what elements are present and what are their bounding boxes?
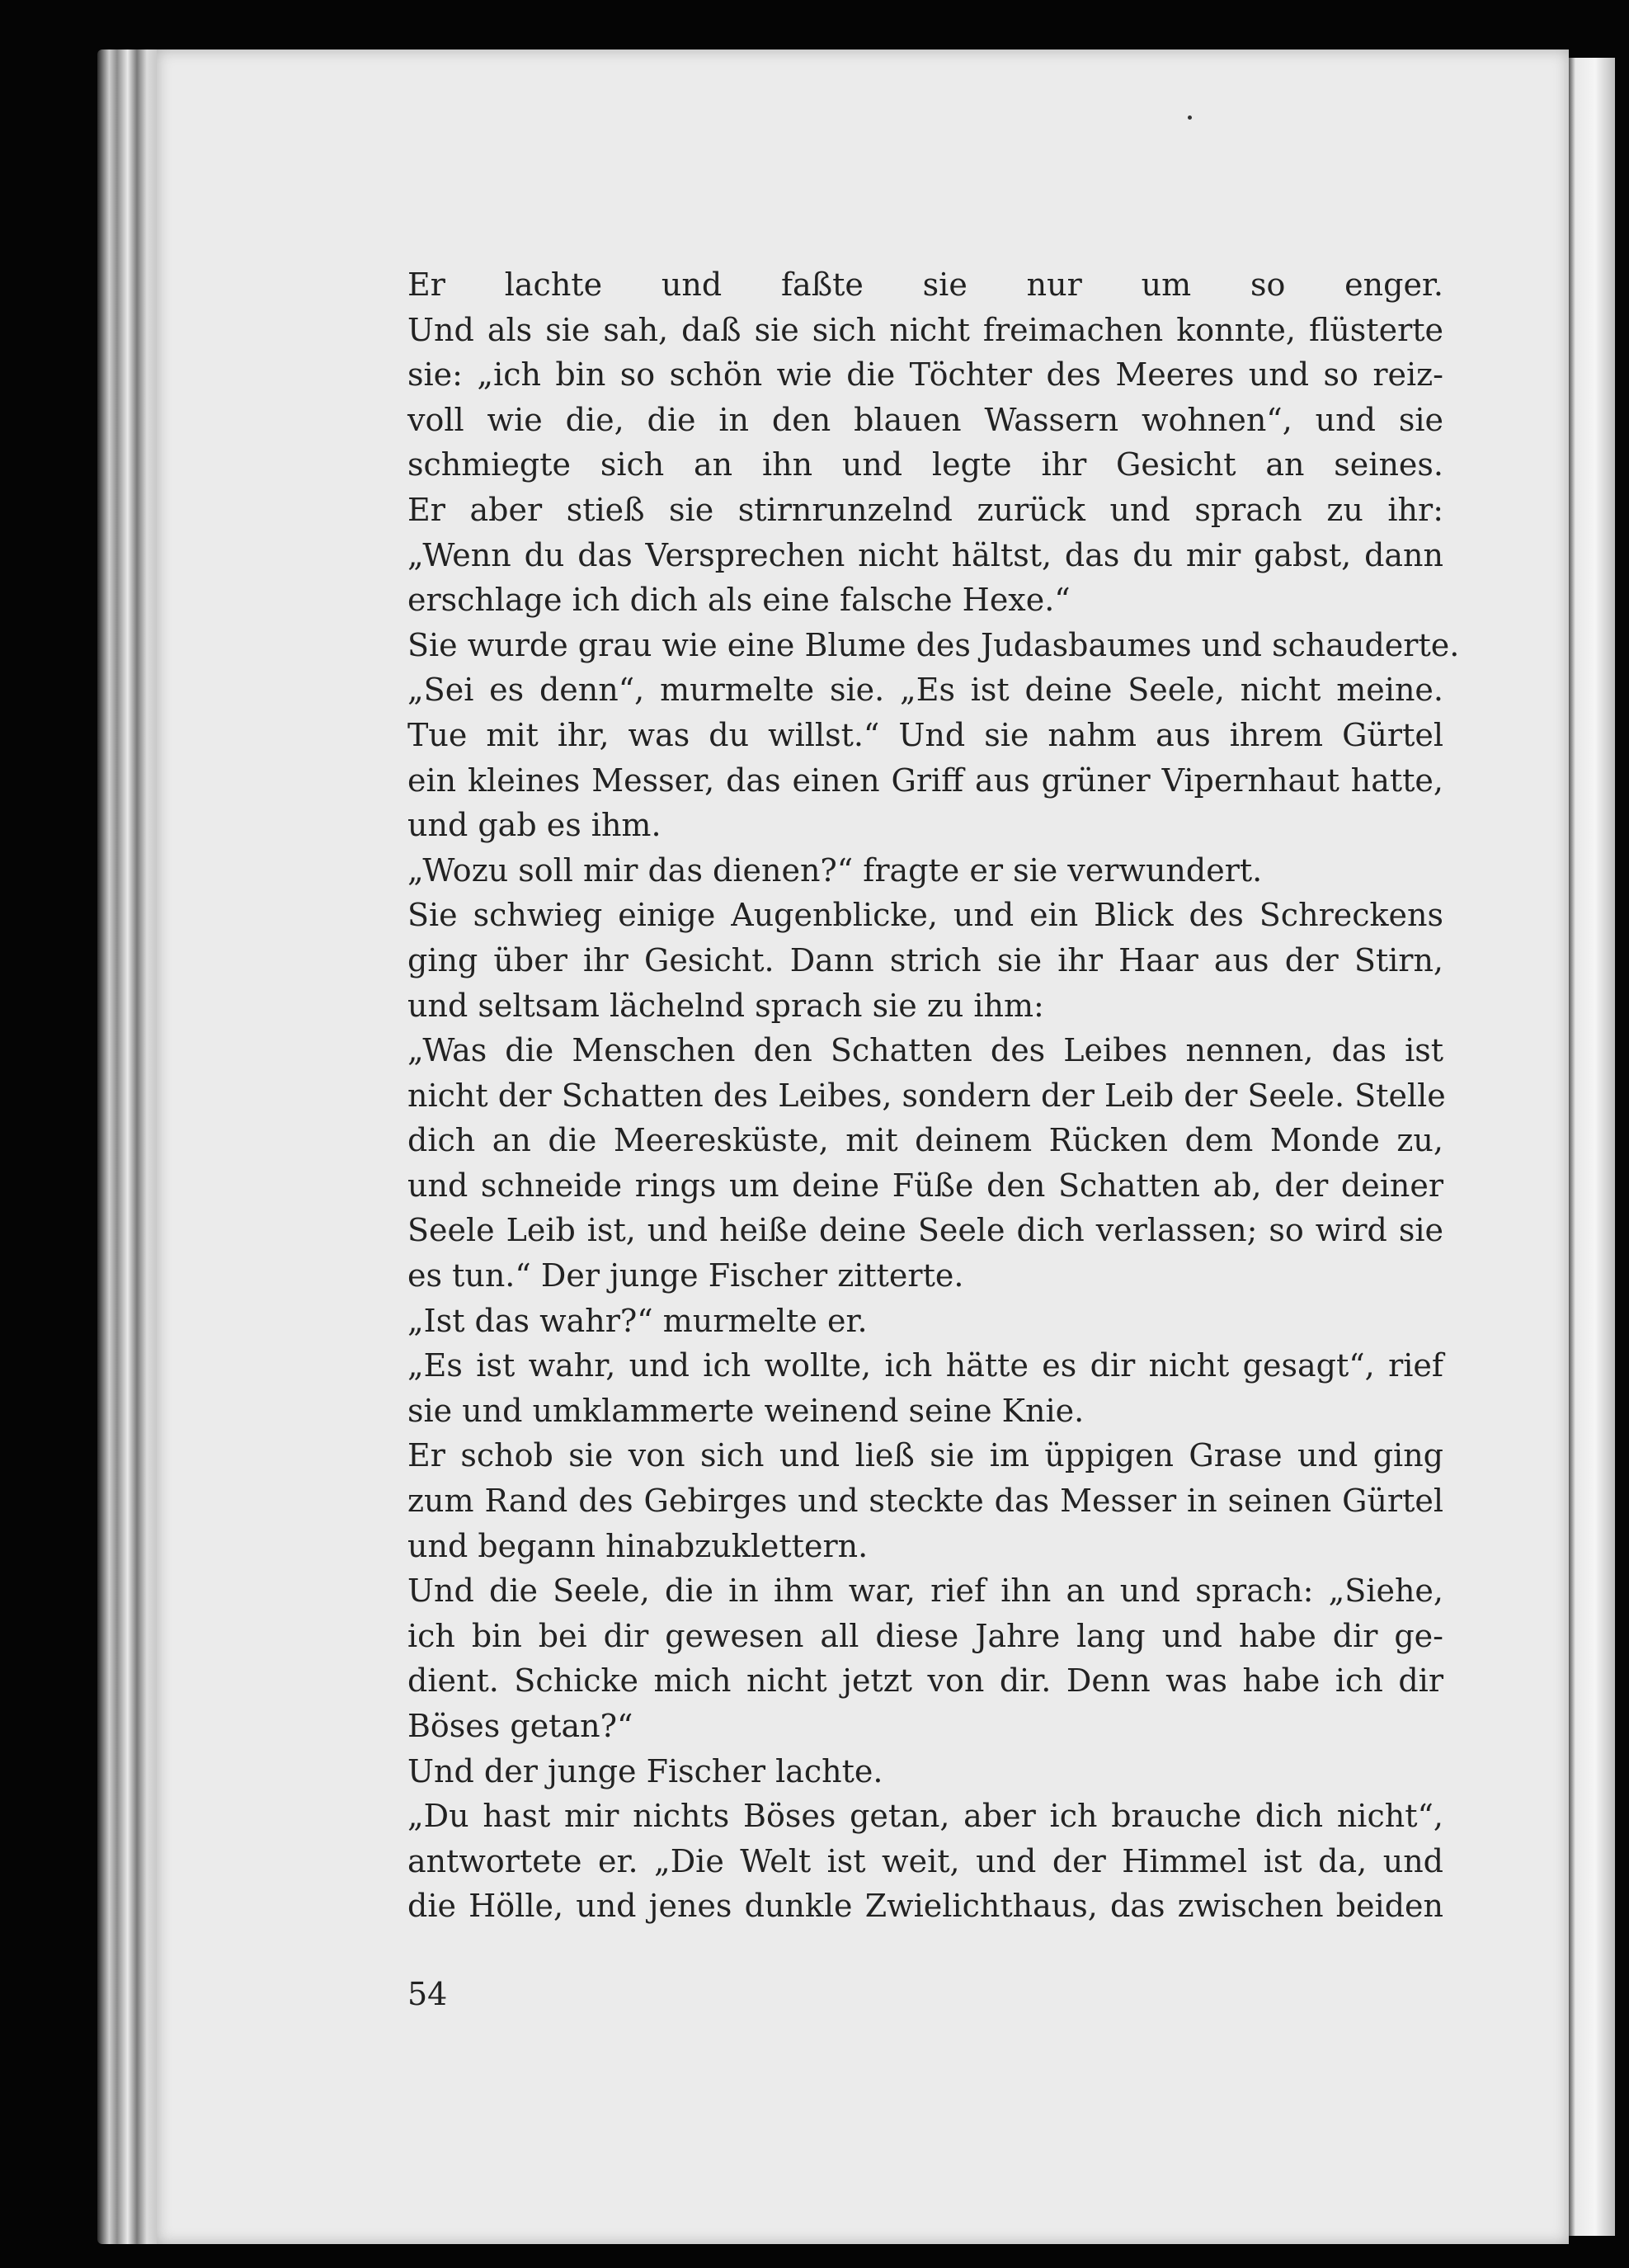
text-line: und schneide rings um deine Füße den Schatten ab, der deiner <box>407 1167 1443 1204</box>
text-line: und begann hinabzuklettern. <box>407 1527 869 1564</box>
text-line: Und der junge Fischer lachte. <box>407 1752 883 1789</box>
text-line: Seele Leib ist, und heiße deine Seele dich verlassen; so wird sie <box>407 1212 1443 1249</box>
text-line: „Wozu soll mir das dienen?“ fragte er sie verwundert. <box>407 851 1263 889</box>
text-line: es tun.“ Der junge Fischer zitterte. <box>407 1257 964 1294</box>
text-line: „Du hast mir nichts Böses getan, aber ich brauche dich nicht“, <box>407 1798 1443 1835</box>
text-line: „Es ist wahr, und ich wollte, ich hätte es dir nicht gesagt“, rief <box>407 1347 1443 1384</box>
text-line: und seltsam lächelnd sprach sie zu ihm: <box>407 987 1044 1024</box>
text-line: antwortete er. „Die Welt ist weit, und der Himmel ist da, und <box>407 1842 1443 1879</box>
dust-speck <box>1188 116 1192 120</box>
text-line: „Sei es denn“, murmelte sie. „Es ist deine Seele, nicht meine. <box>407 672 1443 709</box>
text-line: „Wenn du das Versprechen nicht hältst, das du mir gabst, dann <box>407 536 1443 573</box>
text-line: Sie schwieg einige Augenblicke, und ein Blick des Schreckens <box>407 897 1443 934</box>
text-line: Böses getan?“ <box>407 1708 633 1744</box>
text-line: Er aber stieß sie stirnrunzelnd zurück und sprach zu ihr: <box>407 491 1443 528</box>
text-line: dich an die Meeresküste, mit deinem Rücken dem Monde zu, <box>407 1122 1443 1159</box>
text-line: die Hölle, und jenes dunkle Zwielichthaus, das zwischen beiden <box>407 1888 1443 1925</box>
text-line: „Was die Menschen den Schatten des Leibes nennen, das ist <box>407 1032 1443 1069</box>
text-line: Tue mit ihr, was du willst.“ Und sie nahm aus ihrem Gürtel <box>407 716 1443 753</box>
text-line: ein kleines Messer, das einen Griff aus grüner Vipernhaut hatte, <box>407 762 1443 799</box>
text-line: und gab es ihm. <box>407 807 661 844</box>
page-number: 54 <box>407 1976 448 2012</box>
page-text <box>407 262 1460 1929</box>
text-line: Er lachte und faßte sie nur um so enger. <box>407 266 1443 303</box>
book-page-edge-right <box>1565 58 1615 2236</box>
text-line: Sie wurde grau wie eine Blume des Judasbaumes und schauderte. <box>407 626 1460 663</box>
text-line: Und als sie sah, daß sie sich nicht freimachen konnte, flüsterte <box>407 311 1443 348</box>
text-line: Er schob sie von sich und ließ sie im üppigen Grase und ging <box>407 1437 1443 1474</box>
text-line: sie und umklammerte weinend seine Knie. <box>407 1392 1085 1429</box>
text-line: Und die Seele, die in ihm war, rief ihn an und sprach: „Siehe, <box>407 1573 1443 1610</box>
text-line: „Ist das wahr?“ murmelte er. <box>407 1302 868 1339</box>
text-line: erschlage ich dich als eine falsche Hexe.“ <box>407 582 1071 619</box>
text-line: zum Rand des Gebirges und steckte das Messer in seinen Gürtel <box>407 1483 1443 1520</box>
text-line: nicht der Schatten des Leibes, sondern der Leib der Seele. Stelle <box>407 1077 1446 1114</box>
text-line: schmiegte sich an ihn und legte ihr Gesicht an seines. <box>407 446 1443 483</box>
text-line: dient. Schicke mich nicht jetzt von dir. Denn was habe ich dir <box>407 1662 1443 1700</box>
text-line: voll wie die, die in den blauen Wassern wohnen“, und sie <box>407 401 1443 438</box>
book-page-edges-left <box>97 50 163 2244</box>
text-line: sie: „ich bin so schön wie die Töchter des Meeres und so reiz- <box>407 356 1443 394</box>
text-line: ich bin bei dir gewesen all diese Jahre lang und habe dir ge- <box>407 1617 1443 1654</box>
text-line: ging über ihr Gesicht. Dann strich sie ihr Haar aus der Stirn, <box>407 941 1443 978</box>
